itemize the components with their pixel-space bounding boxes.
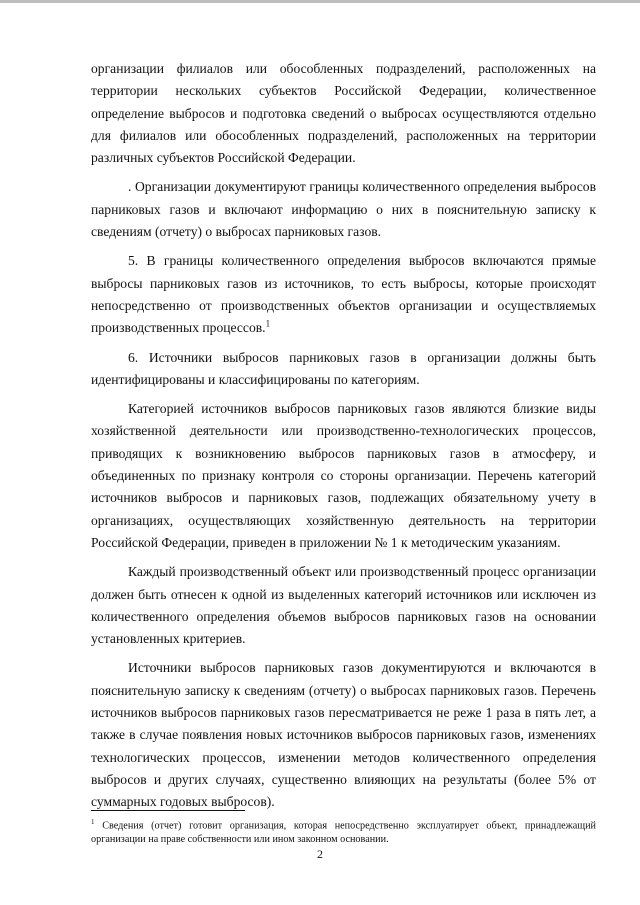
footnote bbox=[91, 815, 596, 847]
paragraph-5: Категорией источников выбросов парниковых газов являются близкие виды хозяйственной деятельности или производственно-технологических процессов, приводящих к возникновению выбросов парниковых газов в атмосферу, и объединенных по признаку контроля со стороны организации. Перечень категорий источников выбросов и парниковых газов, подлежащих обязательному учету в организациях, осуществляющих хозяйственную деятельность на территории Российской Федерации, приведен в приложении № 1 к методическим указаниям. bbox=[91, 401, 596, 550]
page-number: 2 bbox=[317, 847, 323, 861]
footnote-marker: 1 bbox=[91, 818, 95, 826]
paragraph-4: 6. Источники выбросов парниковых газов в организации должны быть идентифицированы и классифицированы по категориям. bbox=[91, 349, 596, 387]
paragraph-2: . Организации документируют границы количественного определения выбросов парниковых газов и включают информацию о них в пояснительную записку к сведениям (отчету) о выбросах парниковых газов. bbox=[91, 179, 596, 240]
paragraph-3 bbox=[91, 250, 596, 339]
footnote-divider bbox=[91, 810, 245, 811]
scan-top-edge bbox=[0, 0, 640, 3]
paragraph-6: Каждый производственный объект или производственный процесс организации должен быть отнесен к одной из выделенных категорий источников или исключен из количественного определения объемов выбросов парниковых газов на основании установленных критериев. bbox=[91, 564, 596, 647]
document-body bbox=[91, 58, 596, 821]
footnote-reference: 1 bbox=[265, 318, 271, 329]
paragraph-3-text: 5. В границы количественного определения выбросов включаются прямые выбросы парниковых газов из источников, то есть выбросы, которые происходят непосредственно от производственных объектов организации и осуществляемых производственных процессов. bbox=[91, 253, 596, 336]
paragraph-1: организации филиалов или обособленных подразделений, расположенных на территории нескольких субъектов Российской Федерации, количественное определение выбросов и подготовка сведений о выбросах осуществляются отдельно для филиалов или обособленных подразделений, расположенных на территории различных субъектов Российской Федерации. bbox=[91, 61, 596, 166]
paragraph-7: Источники выбросов парниковых газов документируются и включаются в пояснительную записку к сведениям (отчету) о выбросах парниковых газов. Перечень источников выбросов парниковых газов пересматривается не реже 1 раза в пять лет, а также в случае появления новых источников выбросов парниковых газов, изменениях технологических процессов, изменении методов количественного определения выбросов и других случаях, существенно влияющих на результаты (более 5% от суммарных годовых выбросов). bbox=[91, 660, 596, 810]
footnote-text: Сведения (отчет) готовит организация, которая непосредственно эксплуатирует объект, принадлежащий организации на праве собственности или ином законном основании. bbox=[91, 820, 596, 846]
